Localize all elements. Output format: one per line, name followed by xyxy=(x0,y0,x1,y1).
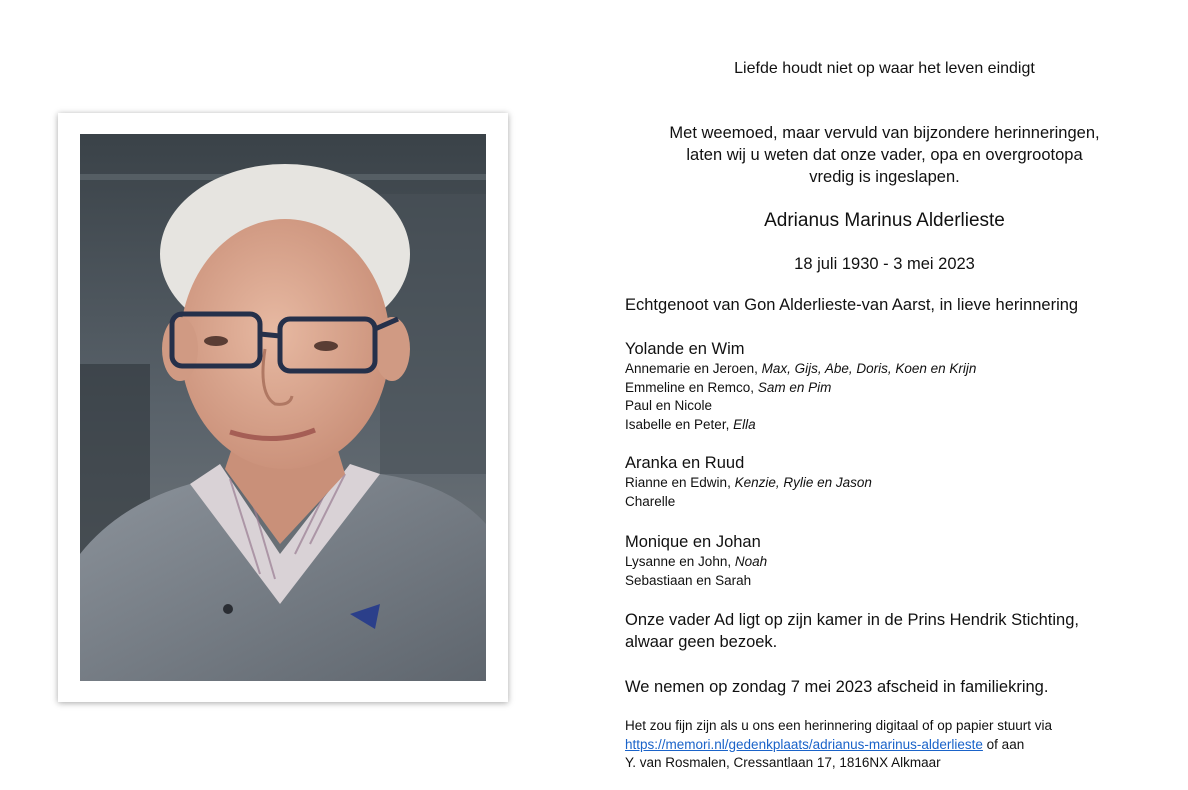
family-line-names: Charelle xyxy=(625,493,676,509)
life-dates: 18 juli 1930 - 3 mei 2023 xyxy=(794,255,975,273)
intro-line: vredig is ingeslapen. xyxy=(809,168,960,186)
footer-line: Het zou fijn zijn als u ons een herinnering digitaal of op papier stuurt via xyxy=(625,718,1053,733)
motto: Liefde houdt niet op waar het leven eindigt xyxy=(734,60,1035,77)
family-line-children: Ella xyxy=(733,416,756,432)
family-line-names: Lysanne en John, xyxy=(625,554,735,569)
location-note xyxy=(625,609,1079,653)
family-line-children: Max, Gijs, Abe, Doris, Koen en Krijn xyxy=(761,361,977,376)
family-line-names: Sebastiaan en Sarah xyxy=(625,572,752,588)
photo-frame xyxy=(58,113,508,702)
family-line xyxy=(625,397,976,416)
family-group xyxy=(625,453,872,511)
location-note-line: alwaar geen bezoek. xyxy=(625,633,778,651)
family-head: Monique en Johan xyxy=(625,533,761,551)
family-line-names: Paul en Nicole xyxy=(625,398,713,413)
family-line-names: Rianne en Edwin, xyxy=(625,475,735,490)
intro-line: Met weemoed, maar vervuld van bijzondere herinneringen, xyxy=(669,124,1100,142)
family-line-children: Noah xyxy=(734,554,768,569)
family-line-children: Kenzie, Rylie en Jason xyxy=(734,475,872,490)
footer-link-line xyxy=(625,736,1052,755)
family-group xyxy=(625,532,767,590)
spouse-line: Echtgenoot van Gon Alderlieste-van Aarst, in lieve herinnering xyxy=(625,296,1079,314)
family-line xyxy=(625,474,872,493)
family-line xyxy=(625,360,976,379)
family-line-children: Sam en Pim xyxy=(757,379,832,395)
family-head: Aranka en Ruud xyxy=(625,454,745,472)
family-line xyxy=(625,553,767,572)
footer-link-suffix: of aan xyxy=(982,736,1025,752)
family-line-names: Annemarie en Jeroen, xyxy=(625,361,762,376)
memori-link[interactable]: https://memori.nl/gedenkplaats/adrianus-marinus-alderlieste xyxy=(625,736,983,752)
family-line xyxy=(625,379,976,398)
family-group xyxy=(625,339,976,434)
footer xyxy=(625,717,1052,773)
family-line xyxy=(625,493,872,512)
deceased-name: Adrianus Marinus Alderlieste xyxy=(764,210,1005,231)
family-head: Yolande en Wim xyxy=(625,340,745,358)
location-note-line: Onze vader Ad ligt op zijn kamer in de Prins Hendrik Stichting, xyxy=(625,611,1079,629)
family-line xyxy=(625,572,767,591)
portrait-illustration xyxy=(80,134,486,681)
portrait-photo xyxy=(80,134,486,681)
family-line-names: Emmeline en Remco, xyxy=(625,379,758,395)
intro-line: laten wij u weten dat onze vader, opa en overgrootopa xyxy=(686,146,1083,164)
footer-address: Y. van Rosmalen, Cressantlaan 17, 1816NX Alkmaar xyxy=(625,755,941,770)
family-line xyxy=(625,416,976,435)
intro-text xyxy=(612,122,1157,188)
family-line-names: Isabelle en Peter, xyxy=(625,416,734,432)
farewell-note: We nemen op zondag 7 mei 2023 afscheid in familiekring. xyxy=(625,678,1049,696)
